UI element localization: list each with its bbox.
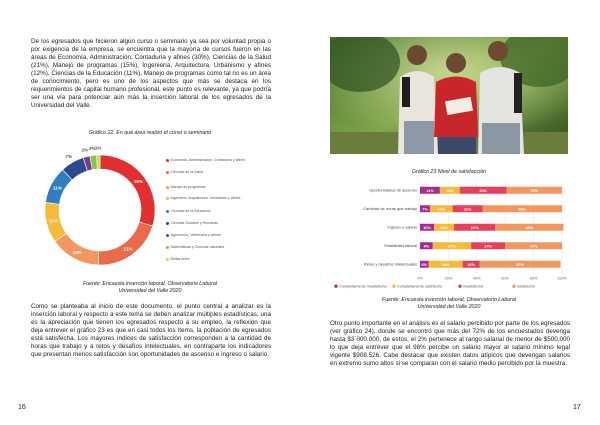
donut-chart xyxy=(30,140,170,280)
category-label: Oportunidades de ascenso xyxy=(369,187,417,193)
bar-segment-label: 9% xyxy=(423,244,430,249)
x-tick-label: 40% xyxy=(472,276,481,281)
right-page xyxy=(300,0,600,425)
bar-source-line-1: Fuente: Encuesta inserción laboral, Observatorio Laboral xyxy=(382,297,516,303)
donut-legend-item xyxy=(166,158,266,162)
donut-legend-item xyxy=(166,221,266,225)
bar-segment-label: 16% xyxy=(437,207,446,212)
category-label: Estabilidad laboral xyxy=(384,243,417,249)
donut-slice-label: 11% xyxy=(53,185,62,191)
bar-legend-label: Completamente satisfecho xyxy=(397,284,442,289)
donut-chart-legend xyxy=(166,158,266,268)
bar-segment-label: 40% xyxy=(529,244,538,249)
donut-legend-item xyxy=(166,245,266,249)
donut-slice-label: 21% xyxy=(123,246,133,252)
bar-segment-label: 24% xyxy=(484,244,492,249)
bar-segment-label: 14% xyxy=(426,188,434,193)
page-number-left: 16 xyxy=(18,404,26,411)
donut-legend-item xyxy=(166,196,266,200)
donut-legend-item xyxy=(166,170,266,174)
body-paragraph-right: Otro punto importante en el análisis es el salario percibido por parte de los egresados (ver gráfico 24), donde se encontró que más del 72% de los encuestados devenga hasta $3´000.000, de estos, el 2% pertenece al rango salarial de menor de $500.000 lo que deja entrever que el 98% percibe un salario mayor al salario mínimo legal vigente $908.526. Cabe destacar que existen datos atípicos que devengan salarios en extremo sumo altos si se comparan con el salario medio percibido por la muestra. xyxy=(330,320,570,367)
bar-segment-label: 14% xyxy=(446,188,454,193)
legend-swatch xyxy=(166,171,169,174)
bar-chart-caption: Gráfico 23 Nivel de satisfacción xyxy=(411,169,487,175)
donut-legend-item xyxy=(166,185,266,189)
bar-segment-label: 7% xyxy=(422,207,428,212)
x-tick-label: 100% xyxy=(557,276,567,281)
bar-legend-swatch xyxy=(458,285,461,288)
intro-paragraph: De los egresados que hicieron algún curso o seminario ya sea por voluntad propia o por exigencia de la empresa, se encuentra que la mayoría de cursos fueron en las áreas de Economía, Administración, Contaduría y afines (30%), Ciencias de la Salud (21%), Manejo de programas (15%), Ingeniería, Arquitectura, Urbanismo y afines (12%), Ciencias de la Educación (11%), Manejo de programas como tal no es un área de conocimiento, pero es uno de los aspectos que más se destaca en los requerimientos de capital humano profesional, este punto es relevante, ya que podría ser una vía para potenciar aún más la inserción laboral de los egresados de la Universidad del Valle. xyxy=(31,38,271,109)
donut-slice-label: 12% xyxy=(48,218,58,224)
category-label: Ingreso o salario xyxy=(387,224,417,230)
bar-segment-label: 12% xyxy=(467,262,475,267)
bar-segment-label: 10% xyxy=(423,225,431,230)
donut-slice-label: 2% xyxy=(81,147,88,153)
bar-segment-label: 39% xyxy=(530,188,539,193)
bar-legend-swatch xyxy=(512,285,515,288)
legend-label: Ingeniería, Arquitectura, Urbanismo y afines xyxy=(170,196,241,200)
donut-chart-caption: Gráfico 22. En qué área realizo el curso o seminario xyxy=(88,130,212,136)
legend-swatch xyxy=(166,197,169,200)
legend-label: Bellas Artes xyxy=(170,257,190,261)
donut-legend-item xyxy=(166,209,266,213)
legend-swatch xyxy=(166,246,169,249)
legend-swatch xyxy=(166,258,169,261)
x-tick-label: 60% xyxy=(501,276,510,281)
bar-segment-label: 33% xyxy=(479,188,487,193)
legend-swatch xyxy=(166,222,169,225)
legend-label: Ciencias de la Educación xyxy=(170,209,211,213)
bar-legend-swatch xyxy=(334,285,337,288)
bar-legend-label: Satisfecho xyxy=(517,284,535,289)
legend-swatch xyxy=(166,159,169,162)
stacked-bar-chart xyxy=(330,177,570,293)
legend-label: Ciencias de la Salud xyxy=(170,170,204,174)
bar-legend-label: Insatisfecho xyxy=(463,284,484,289)
page-number-right: 17 xyxy=(573,404,581,411)
donut-slice-label: 15% xyxy=(72,249,82,255)
bar-segment-label: 24% xyxy=(441,262,450,267)
donut-slice-label: 7% xyxy=(65,154,72,160)
bar-legend-label: Completamente insatisfecho xyxy=(339,284,387,289)
category-label: Retos y desafíos intelectuales xyxy=(363,261,417,267)
donut-legend-item xyxy=(166,257,266,261)
donut-slice-label: 1% xyxy=(94,145,102,151)
donut-slice xyxy=(98,222,152,265)
bar-segment-label: 57% xyxy=(516,262,524,267)
donut-source-line-1: Fuente: Encuesta inserción laboral, Observatorio Laboral xyxy=(83,281,217,287)
legend-swatch xyxy=(166,210,169,213)
bar-source-line-2: Universidad del Valle 2020 xyxy=(417,304,481,310)
bar-segment-label: 56% xyxy=(518,207,527,212)
donut-slice-label: 2% xyxy=(89,146,96,152)
body-paragraph-left: Como se planteaba al inicio de este documento, el punto central a analizar es la inserción laboral y respecto a este tema se deben analizar múltiples estadísticas, una es la apreciación que tienen los egresados respecto a su empleo, la reflexión que deja entrever el gráfico 23 es que en casi todos los ítems, la población de egresados está satisfecha. Los mayores índices de satisfacción corresponden a la cantidad de horas que trabajo y a retos y desafíos intelectuales, en contraparte los indicadores que presentan menos satisfacción son oportunidades de ascenso e ingreso o salario. xyxy=(31,303,271,358)
legend-label: Manejo de programas xyxy=(170,185,206,189)
donut-slice xyxy=(97,155,100,169)
bar-segment-label: 6% xyxy=(421,262,428,267)
legend-swatch xyxy=(166,186,169,189)
legend-swatch xyxy=(166,234,169,237)
bar-segment-label: 29% xyxy=(470,225,479,230)
x-tick-label: 20% xyxy=(444,276,453,281)
legend-label: Economía, Administración, Contaduría y afines xyxy=(170,158,246,162)
legend-label: Ciencias Sociales y Humanas xyxy=(170,221,219,225)
category-label: Cantidad de horas que trabajo xyxy=(363,206,417,212)
bar-segment-label: 14% xyxy=(440,225,448,230)
donut-chart-source xyxy=(30,281,270,295)
donut-source-line-2: Universidad del Valle 2020 xyxy=(118,288,182,294)
bar-segment-label: 27% xyxy=(448,244,456,249)
bar-segment-label: 21% xyxy=(463,207,472,212)
donut-slice xyxy=(100,155,155,226)
students-photo-image xyxy=(330,37,568,154)
x-tick-label: 80% xyxy=(529,276,538,281)
legend-label: Agronomía, Veterinaria y afines xyxy=(170,233,221,237)
bar-chart-source xyxy=(330,297,568,311)
donut-slice-label: 30% xyxy=(134,179,144,185)
legend-label: Matemáticas y Ciencias naturales xyxy=(170,245,225,249)
bar-segment-label: 48% xyxy=(525,225,534,230)
bar-legend-swatch xyxy=(392,285,395,288)
donut-legend-item xyxy=(166,233,266,237)
x-tick-label: 0% xyxy=(417,276,423,281)
students-photo xyxy=(330,37,568,154)
